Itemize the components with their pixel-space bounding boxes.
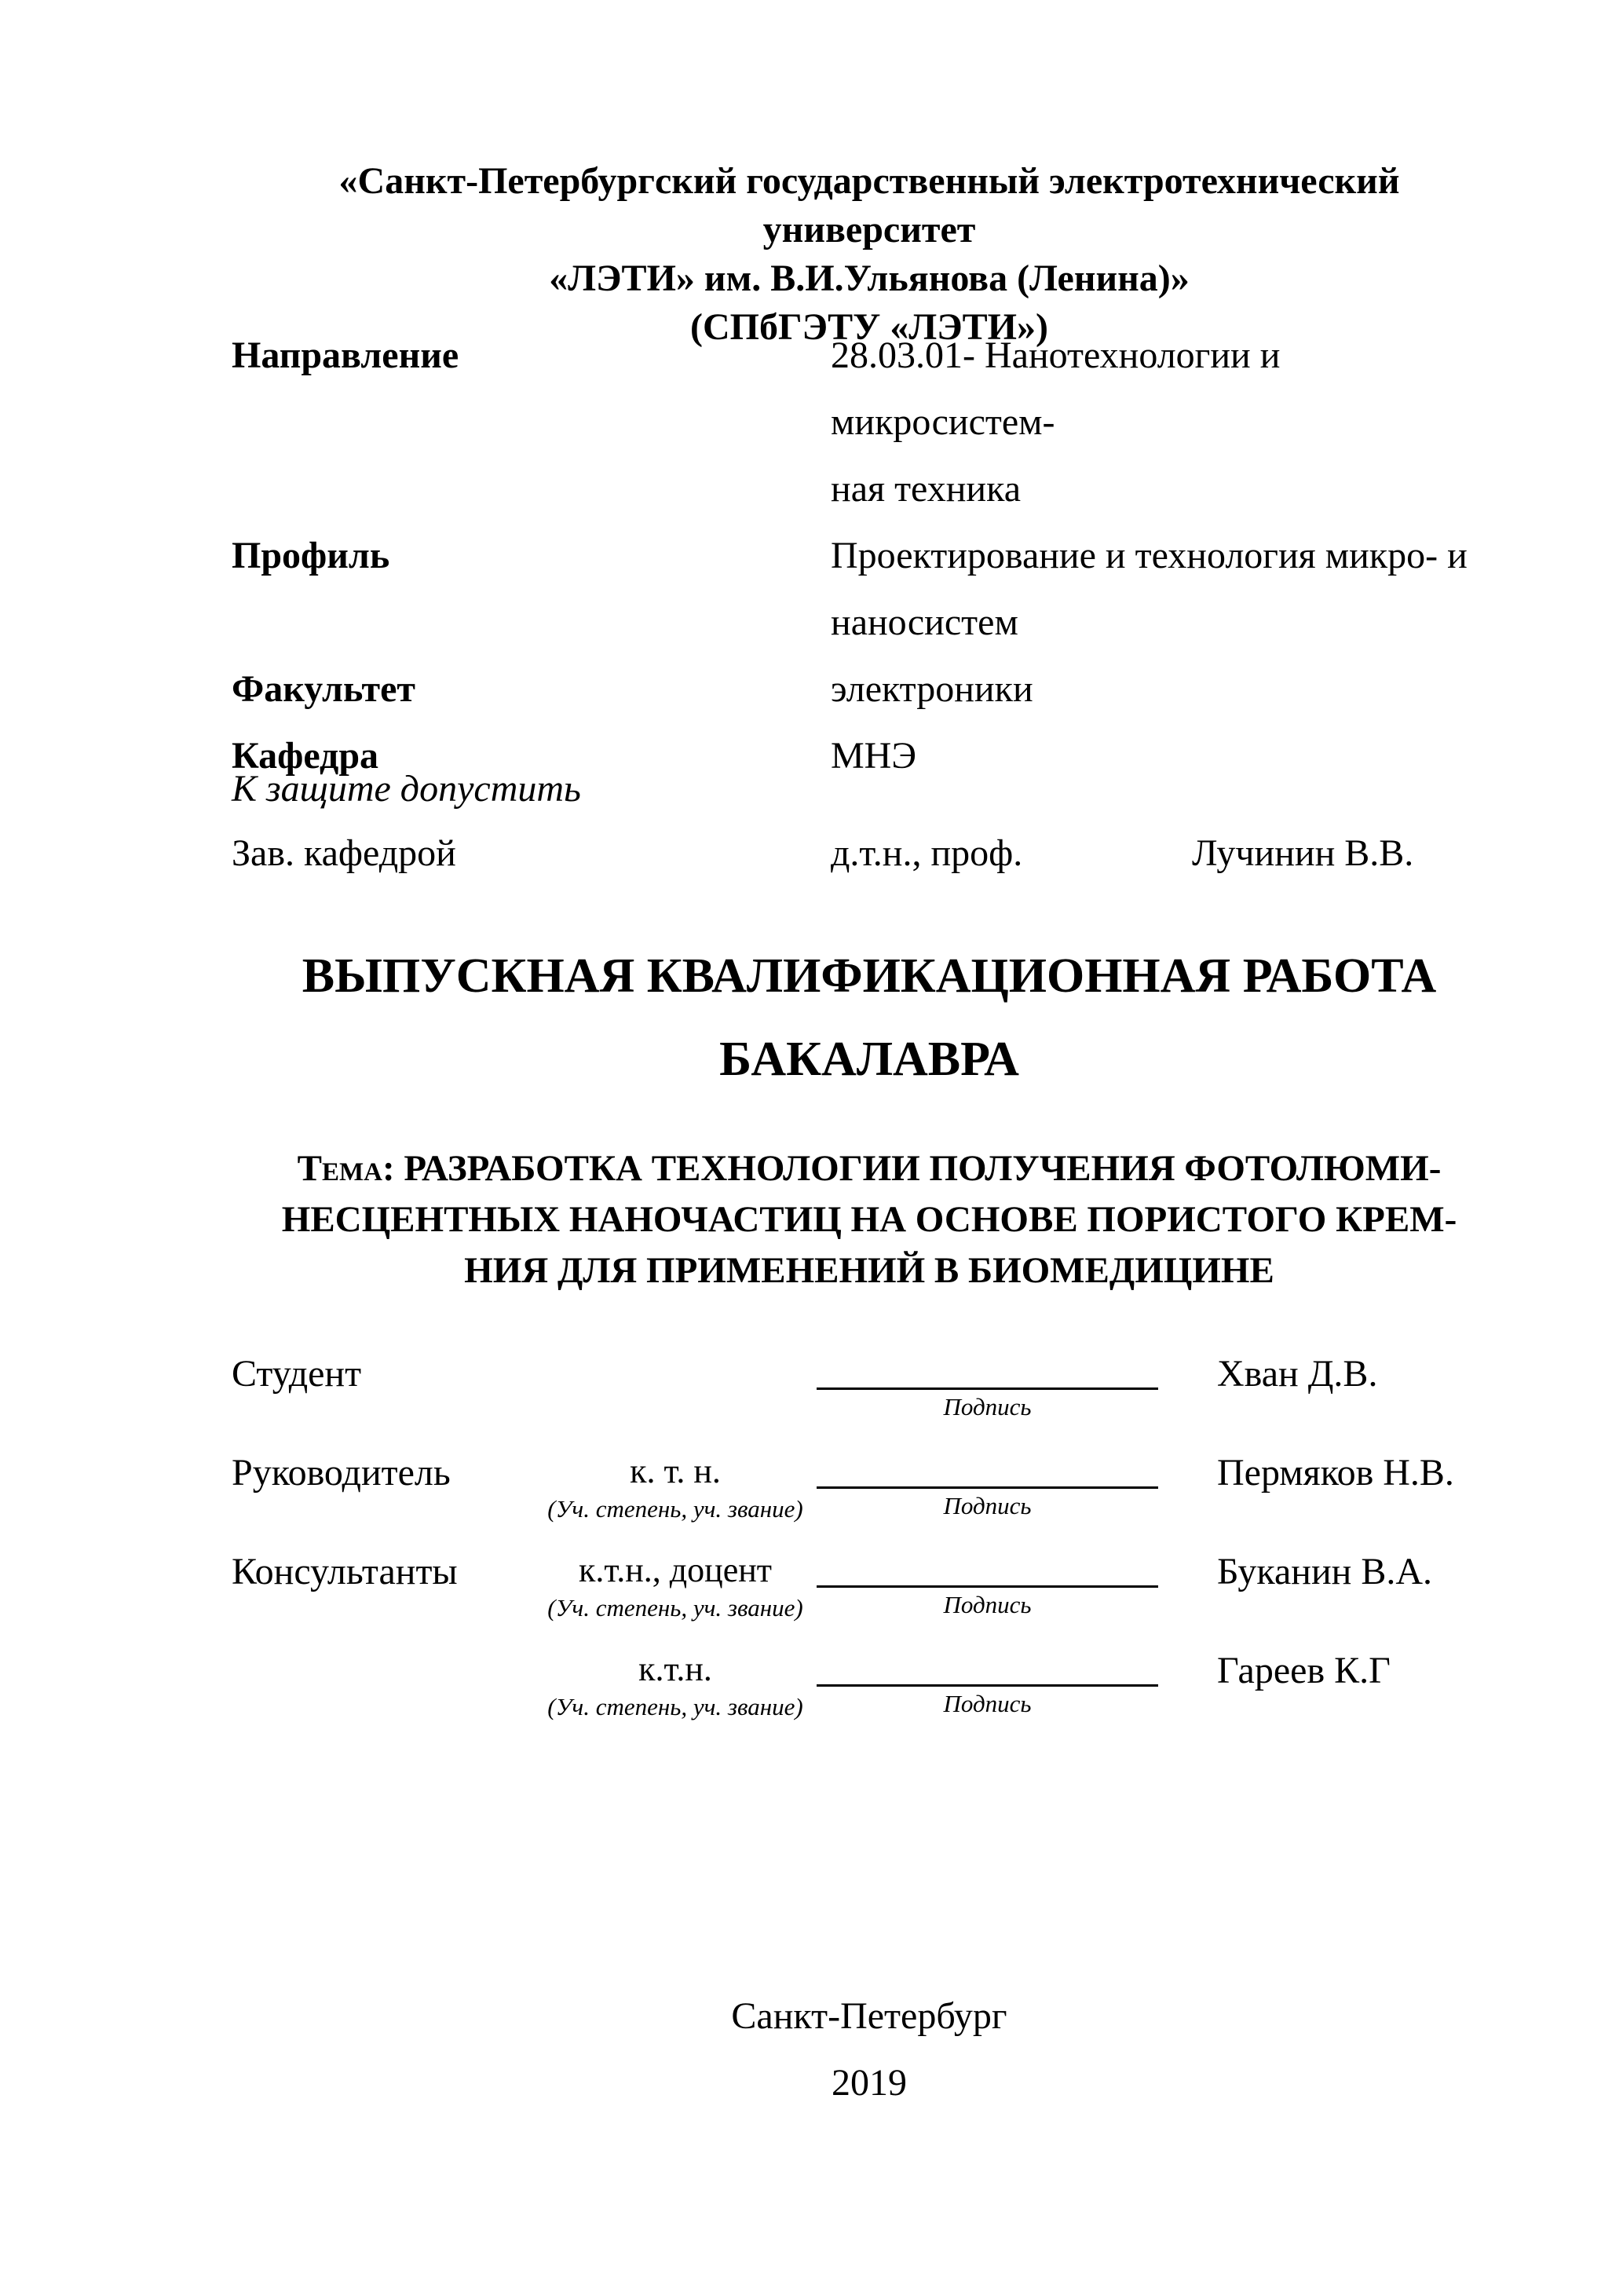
consultant-2-signature-area (805, 1641, 1174, 1740)
supervisor-degree: к. т. н. (Уч. степень, уч. звание) (547, 1452, 803, 1523)
student-name: Хван Д.В. (1217, 1353, 1378, 1395)
supervisor-name: Пермяков Н.В. (1217, 1452, 1454, 1493)
consultant-2-degree: к.т.н. (Уч. степень, уч. звание) (547, 1650, 803, 1720)
consultant-1-signature-area (805, 1542, 1174, 1641)
signature-row-consultant-1 (232, 1542, 1507, 1641)
profile-value-line2: наносистем (831, 601, 1018, 643)
student-label: Студент (232, 1353, 362, 1395)
profile-label: Профиль (232, 535, 390, 576)
signature-row-supervisor (232, 1443, 1507, 1542)
department-head-degree: д.т.н., проф. (831, 832, 1023, 874)
department-head-name: Лучинин В.В. (1192, 832, 1414, 874)
program-row-direction-cont (232, 455, 1507, 522)
thesis-theme-line3: НИЯ ДЛЯ ПРИМЕНЕНИЙ В БИОМЕДИЦИНЕ (464, 1250, 1274, 1291)
document-title-line2: БАКАЛАВРА (719, 1033, 1019, 1086)
university-name-line1: «Санкт-Петербургский государственный электротехнический университет (338, 160, 1400, 250)
admission-phrase: К защите допустить (232, 768, 581, 810)
consultant-1-degree: к.т.н., доцент (Уч. степень, уч. звание) (547, 1551, 803, 1621)
student-signature-area (805, 1344, 1174, 1443)
supervisor-signature-area (805, 1443, 1174, 1542)
signature-row-consultant-2 (232, 1641, 1507, 1740)
profile-value-line1: Проектирование и технология микро- и (831, 535, 1468, 576)
program-row-profile-cont (232, 589, 1507, 656)
program-row-direction (232, 322, 1507, 455)
signature-caption: Подпись (943, 1591, 1032, 1618)
direction-label: Направление (232, 335, 459, 376)
thesis-theme-line1: Тема: РАЗРАБОТКА ТЕХНОЛОГИИ ПОЛУЧЕНИЯ ФОТОЛЮМИ- (297, 1148, 1442, 1189)
supervisor-label: Руководитель (232, 1452, 451, 1493)
university-abbreviation: (СПбГЭТУ «ЛЭТИ») (690, 306, 1048, 348)
program-row-faculty (232, 656, 1507, 722)
thesis-theme (232, 1143, 1507, 1296)
department-label: Кафедра (232, 735, 379, 777)
footer-year: 2019 (832, 2062, 907, 2104)
department-head-label: Зав. кафедрой (232, 832, 456, 874)
consultant-2-name: Гареев К.Г (1217, 1650, 1391, 1691)
department-head-row (232, 820, 1507, 887)
signatures-block (232, 1344, 1507, 1740)
faculty-label: Факультет (232, 668, 415, 710)
program-row-profile (232, 522, 1507, 589)
signature-caption: Подпись (943, 1690, 1032, 1717)
page-content (232, 0, 1507, 2296)
footer-city: Санкт-Петербург (731, 1995, 1007, 2037)
direction-value-line2: ная техника (831, 468, 1021, 510)
signature-line (817, 1387, 1158, 1390)
signature-line (817, 1684, 1158, 1687)
faculty-value: электроники (831, 668, 1033, 710)
signature-line (817, 1486, 1158, 1489)
signature-caption: Подпись (943, 1492, 1032, 1519)
department-value: МНЭ (831, 735, 917, 777)
university-name-line2: «ЛЭТИ» им. В.И.Ульянова (Ленина)» (549, 258, 1190, 299)
signature-caption: Подпись (943, 1393, 1032, 1420)
consultant-1-name: Буканин В.А. (1217, 1551, 1433, 1592)
signature-row-student (232, 1344, 1507, 1443)
direction-value-line1: 28.03.01- Нанотехнологии и микросистем- (831, 335, 1281, 443)
document-title (232, 934, 1507, 1101)
footer (232, 1983, 1507, 2116)
consultants-label: Консультанты (232, 1551, 458, 1592)
thesis-theme-line2: НЕСЦЕНТНЫХ НАНОЧАСТИЦ НА ОСНОВЕ ПОРИСТОГО КРЕМ- (281, 1199, 1457, 1240)
program-info-block (232, 322, 1507, 789)
document-title-line1: ВЫПУСКНАЯ КВАЛИФИКАЦИОННАЯ РАБОТА (302, 949, 1437, 1003)
signature-line (817, 1585, 1158, 1588)
student-degree (546, 1344, 805, 1443)
